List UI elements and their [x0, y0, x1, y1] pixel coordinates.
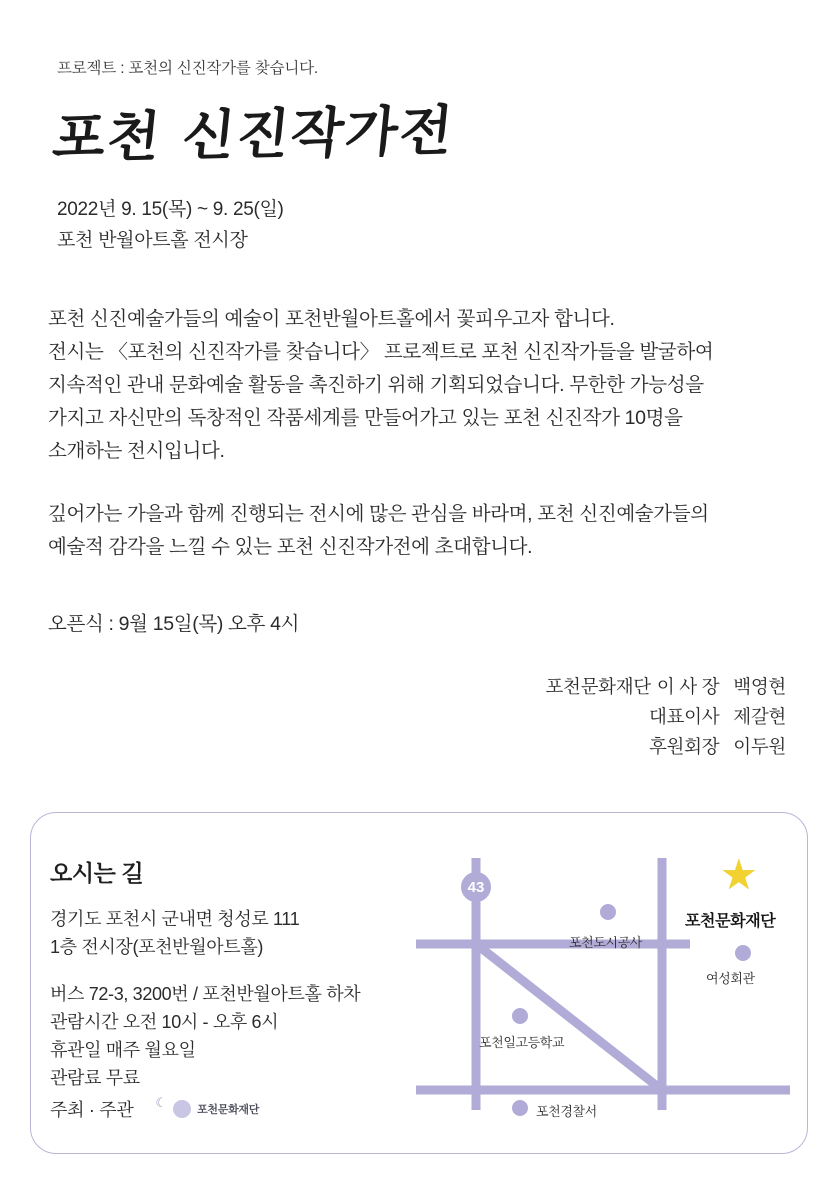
signature-row [545, 732, 786, 762]
signature-row [545, 672, 786, 702]
p1-line-3: 지속적인 관내 문화예술 활동을 촉진하기 위해 기획되었습니다. 무한한 가능성을 [48, 374, 704, 396]
fee-line: 관람료 무료 [50, 1068, 140, 1088]
paragraph-2 [48, 498, 800, 564]
address-block [50, 905, 299, 961]
signature-block [545, 672, 786, 762]
p1-line-1: 포천 신진예술가들의 예술이 포천반월아트홀에서 꽃피우고자 합니다. [48, 308, 615, 330]
map-dot-pocheon-urban-corp [600, 904, 616, 920]
host-label: 주최 · 주관 [50, 1100, 134, 1120]
body-copy [48, 303, 800, 564]
logo-text: 포천문화재단 [197, 1104, 260, 1116]
foundation-logo [155, 1094, 260, 1118]
hours-line: 관람시간 오전 10시 - 오후 6시 [50, 1012, 279, 1032]
map-dot-pocheon-high-school [512, 1008, 528, 1024]
p2-line-2: 예술적 감각을 느낄 수 있는 포천 신진작가전에 초대합니다. [48, 536, 533, 558]
signature-role: 이 사 장 [656, 676, 720, 697]
crescent-moon-icon: ☾ [155, 1094, 168, 1110]
map-dot-police-station [512, 1100, 528, 1116]
closed-line: 휴관일 매주 월요일 [50, 1040, 196, 1060]
map-label-womens-center: 여성회관 [706, 971, 755, 986]
map-label-pocheon-urban-corp: 포천도시공사 [569, 935, 642, 950]
opening-ceremony-line: 오픈식 : 9월 15일(목) 오후 4시 [48, 613, 300, 635]
address-line-2: 1층 전시장(포천반월아트홀) [50, 937, 264, 957]
paragraph-1 [48, 303, 800, 468]
directions-title: 오시는 길 [50, 860, 144, 886]
p1-line-5: 소개하는 전시입니다. [48, 440, 225, 462]
map-label-pocheon-high-school: 포천일고등학교 [479, 1035, 565, 1050]
signature-name: 제갈현 [733, 706, 786, 727]
signature-org: 포천문화재단 [545, 676, 651, 697]
p1-line-4: 가지고 자신만의 독창적인 작품세계를 만들어가고 있는 포천 신진작가 10명을 [48, 407, 683, 429]
signature-role: 대표이사 [648, 706, 720, 727]
signature-name: 백영현 [733, 676, 786, 697]
star-marker-icon: ★ [720, 851, 758, 898]
logo-circle-icon [173, 1100, 191, 1118]
map-label-destination: 포천문화재단 [685, 913, 776, 930]
project-subtitle: 프로젝트 : 포천의 신진작가를 찾습니다. [57, 60, 319, 77]
signature-name: 이두원 [733, 736, 786, 757]
route-number-43-badge: 43 [461, 872, 491, 902]
exhibition-dates: 2022년 9. 15(목) ~ 9. 25(일) [57, 199, 284, 220]
location-map [400, 840, 800, 1140]
bus-line: 버스 72-3, 3200번 / 포천반월아트홀 하차 [50, 984, 361, 1004]
exhibition-venue: 포천 반월아트홀 전시장 [57, 230, 248, 251]
hours-block [50, 980, 360, 1092]
address-line-1: 경기도 포천시 군내면 청성로 111 [50, 909, 300, 929]
signature-role: 후원회장 [648, 736, 720, 757]
host-row [50, 1096, 259, 1122]
p1-line-2: 전시는 〈포천의 신진작가를 찾습니다〉 프로젝트로 포천 신진작가들을 발굴하여 [48, 341, 714, 363]
p2-line-1: 깊어가는 가을과 함께 진행되는 전시에 많은 관심을 바라며, 포천 신진예술가들의 [48, 503, 709, 525]
signature-row [545, 702, 786, 732]
map-label-police-station: 포천경찰서 [536, 1104, 597, 1119]
page-title: 포천 신진작가전 [49, 97, 458, 171]
map-dot-womens-center [735, 945, 751, 961]
